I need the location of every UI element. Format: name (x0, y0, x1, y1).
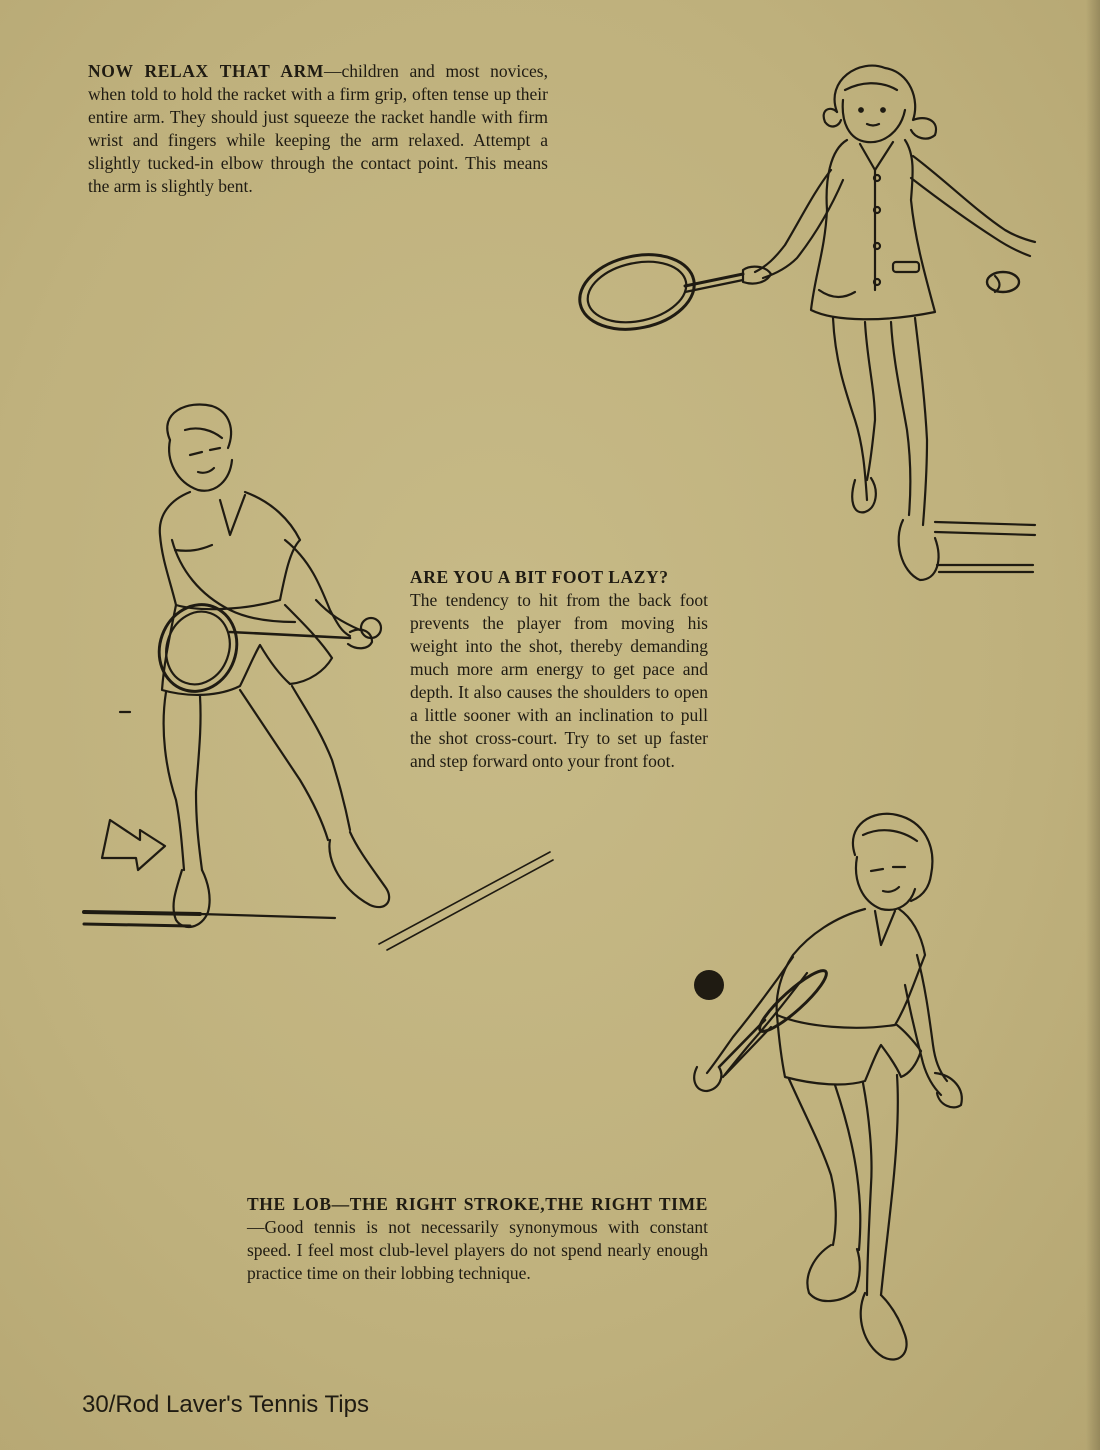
tip-heading: NOW RELAX THAT ARM (88, 61, 324, 81)
tip-body: The tendency to hit from the back foot prevents the player from moving his weight into the shot, thereby demanding much more arm energy to get pace and depth. It also causes the shoulders to open a little sooner with an inclination to pull the shot cross-court. Try to set up faster and step forward onto your front foot. (410, 590, 708, 771)
page-footer: 30/Rod Laver's Tennis Tips (82, 1391, 369, 1418)
tip-body: —children and most novices, when told to hold the racket with a firm grip, often tense up their entire arm. They should just squeeze the racket handle with firm wrist and fingers while keeping the arm relaxed. Attempt a slightly tucked-in elbow through the contact point. This means the arm is slightly bent. (88, 61, 548, 196)
girl-forehand-illustration (575, 60, 1040, 590)
tip-relax-arm (88, 60, 548, 198)
tip-heading: ARE YOU A BIT FOOT LAZY? (410, 567, 669, 587)
player-lob-illustration (685, 805, 975, 1385)
page-binding-shadow (1086, 0, 1100, 1450)
tip-body: —Good tennis is not necessarily synonymous with constant speed. I feel most club-level players do not spend nearly enough practice time on their lobbing technique. (247, 1217, 708, 1283)
tip-lob (247, 1193, 708, 1285)
court-line-marks (375, 848, 555, 953)
tip-heading: THE LOB—THE RIGHT STROKE,THE RIGHT TIME (247, 1194, 708, 1214)
